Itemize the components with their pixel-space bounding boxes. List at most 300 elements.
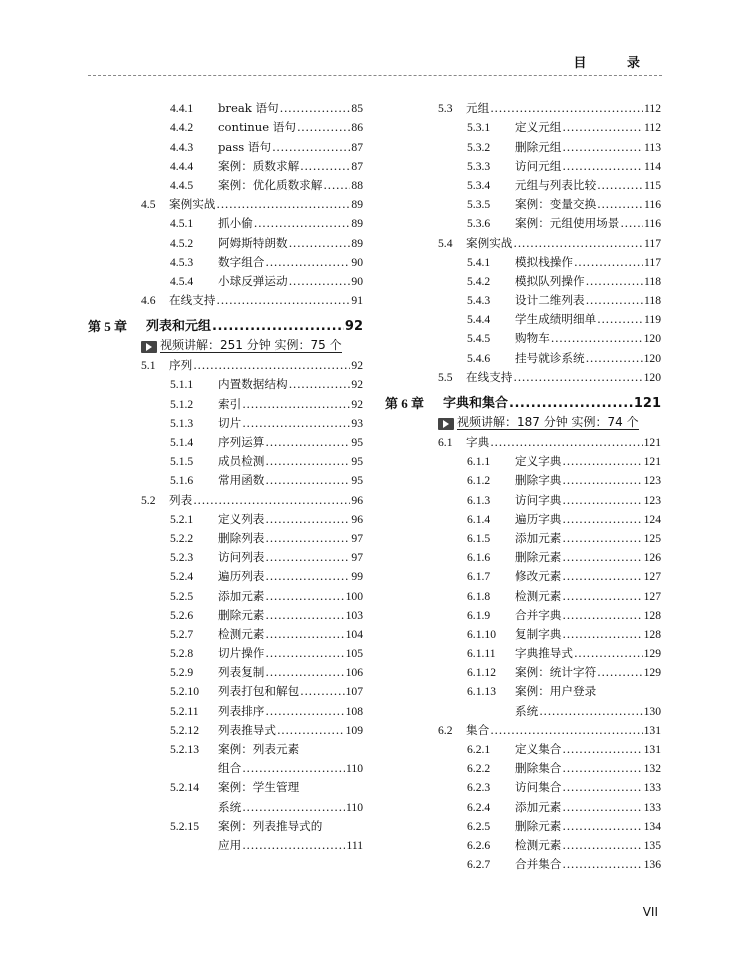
toc-entry-number: 5.4.5	[467, 332, 491, 346]
dot-leader	[490, 436, 642, 449]
toc-entry-title: 切片操作	[218, 646, 265, 661]
toc-subsection-entry[interactable]	[385, 326, 661, 345]
dot-leader	[265, 256, 350, 269]
toc-entry-number: 5.4.1	[467, 255, 491, 269]
toc-entry-number: 5.2	[141, 493, 156, 507]
toc-entry-number: 4.4.4	[170, 159, 194, 173]
toc-entry-number: 5.2.3	[170, 551, 194, 565]
toc-entry-page: 89	[351, 198, 363, 212]
toc-entry-title: 案例实战	[169, 197, 216, 212]
toc-entry-page: 117	[644, 236, 661, 250]
toc-entry-number: 4.5	[141, 198, 156, 212]
toc-subsection-entry[interactable]	[88, 250, 363, 269]
dot-leader	[562, 762, 642, 775]
dot-leader	[562, 858, 642, 871]
toc-entry-title: 索引	[218, 396, 242, 411]
toc-entry-title: 访问元组	[515, 158, 562, 173]
toc-subsection-entry[interactable]	[88, 230, 363, 249]
toc-subsection-entry[interactable]	[88, 468, 363, 487]
toc-subsection-entry[interactable]	[88, 660, 363, 679]
toc-entry-number: 5.2.6	[170, 608, 194, 622]
toc-entry-title: 内置数据结构	[218, 377, 288, 392]
dot-leader	[562, 474, 642, 487]
toc-subsection-entry[interactable]	[385, 852, 661, 871]
toc-entry-page: 85	[351, 102, 363, 116]
dot-leader	[562, 494, 642, 507]
toc-entry-number: 5.4.3	[467, 294, 491, 308]
dot-leader	[242, 417, 350, 430]
toc-entry-number: 5.3	[438, 102, 453, 116]
toc-entry-title: 模拟队列操作	[515, 273, 585, 288]
dot-leader	[562, 820, 642, 833]
toc-entry-title: 定义集合	[515, 742, 562, 756]
toc-entry-title: 模拟栈操作	[515, 254, 573, 269]
toc-entry-page: 89	[351, 236, 363, 250]
toc-entry-page: 126	[643, 551, 661, 565]
toc-entry-page: 121	[643, 436, 661, 449]
toc-entry-number: 5.4	[438, 236, 453, 250]
toc-entry-title: 组合	[218, 761, 242, 776]
toc-entry-title: 合并字典	[515, 607, 562, 622]
toc-entry-title: 删除字典	[515, 473, 562, 488]
toc-entry-number: 5.2.7	[170, 627, 194, 641]
toc-entry-number: 4.5.4	[170, 274, 194, 288]
toc-section-entry[interactable]	[385, 365, 661, 384]
toc-entry-title: 集合	[466, 722, 490, 737]
toc-subsection-entry[interactable]	[88, 698, 363, 717]
toc-entry-page: 123	[643, 474, 661, 488]
toc-entry-number: 6.1.1	[467, 455, 491, 469]
toc-subsection-entry[interactable]	[385, 679, 661, 698]
toc-subsection-entry[interactable]	[88, 718, 363, 737]
toc-entry-number: 5.1.6	[170, 474, 194, 488]
toc-entry-page: 93	[351, 416, 363, 430]
toc-entry-number: 5.4.2	[467, 274, 491, 288]
video-camera-icon	[438, 418, 454, 430]
toc-entry-page: 92	[344, 319, 363, 335]
toc-entry-page: 118	[644, 294, 661, 308]
toc-chapter-entry[interactable]	[88, 307, 363, 336]
toc-subsection-entry[interactable]	[385, 468, 661, 487]
dot-leader	[490, 102, 643, 115]
toc-entry-number: 5.2.12	[170, 723, 199, 737]
toc-entry-page: 134	[643, 819, 661, 833]
toc-entry-number: 5.1.5	[170, 455, 194, 469]
toc-entry-number: 5.1.4	[170, 436, 194, 449]
toc-entry-page: 86	[351, 121, 363, 135]
toc-entry-number: 5.3.6	[467, 217, 491, 231]
toc-entry-page: 113	[644, 140, 661, 154]
toc-subsection-entry[interactable]	[88, 507, 363, 526]
toc-entry-number: 6.1.11	[467, 647, 496, 661]
toc-entry-title: 元组与列表比较	[515, 177, 597, 192]
dot-leader	[597, 313, 643, 326]
toc-entry-number: 5.2.4	[170, 570, 194, 584]
toc-subsection-entry[interactable]	[385, 756, 661, 775]
toc-entry-title: 遍历字典	[515, 511, 562, 526]
toc-entry-number: 5.2.15	[170, 819, 199, 833]
toc-entry-number: 6.2.5	[467, 819, 491, 833]
video-camera-icon	[141, 341, 157, 353]
toc-entry-page: 112	[644, 121, 661, 135]
toc-subsection-entry[interactable]	[88, 583, 363, 602]
toc-entry-page: 131	[643, 723, 661, 737]
toc-section-entry[interactable]	[88, 192, 363, 211]
toc-entry-continuation[interactable]	[88, 756, 363, 775]
toc-subsection-entry[interactable]	[88, 449, 363, 468]
toc-subsection-entry[interactable]	[385, 641, 661, 660]
toc-entry-title: 常用函数	[218, 473, 265, 488]
toc-section-entry[interactable]	[385, 718, 661, 737]
toc-subsection-entry[interactable]	[385, 134, 661, 153]
page-header-title: 目 录	[573, 56, 658, 71]
toc-subsection-entry[interactable]	[385, 507, 661, 526]
toc-entry-number: 6.2.1	[467, 743, 491, 756]
toc-entry-number: 5.2.14	[170, 781, 199, 795]
toc-entry-number: 4.5.3	[170, 255, 194, 269]
toc-subsection-entry[interactable]	[385, 660, 661, 679]
toc-section-entry[interactable]	[385, 96, 661, 115]
dot-leader	[597, 179, 643, 192]
toc-entry-page: 104	[345, 627, 363, 641]
toc-entry-page: 97	[351, 531, 363, 545]
toc-entry-title: break 语句	[218, 101, 279, 116]
toc-entry-page: 90	[351, 274, 363, 288]
toc-entry-title: 案例：元组使用场景	[515, 216, 620, 231]
toc-entry-number: 4.5.1	[170, 217, 194, 231]
toc-entry-page: 127	[643, 589, 661, 603]
dot-leader	[562, 455, 642, 468]
toc-entry-page: 130	[643, 704, 661, 718]
toc-subsection-entry[interactable]	[385, 154, 661, 173]
toc-subsection-entry[interactable]	[88, 526, 363, 545]
dot-leader	[597, 198, 643, 211]
toc-entry-page: 95	[351, 455, 363, 469]
toc-subsection-entry[interactable]	[385, 814, 661, 833]
toc-entry-title: 删除元组	[515, 139, 562, 154]
toc-entry-title: 列表打包和解包	[218, 684, 300, 699]
toc-entry-number: 5.1.3	[170, 416, 194, 430]
toc-column-right	[385, 96, 661, 871]
toc-subsection-entry[interactable]	[88, 173, 363, 192]
toc-subsection-entry[interactable]	[88, 641, 363, 660]
toc-entry-title: 定义字典	[515, 454, 562, 469]
toc-entry-number: 5.2.10	[170, 685, 199, 699]
dot-leader	[265, 474, 350, 487]
toc-subsection-entry[interactable]	[385, 250, 661, 269]
toc-entry-title: 序列运算	[218, 435, 265, 449]
toc-section-entry[interactable]	[88, 353, 363, 372]
dot-leader	[242, 839, 345, 852]
toc-entry-number: 5.3.2	[467, 140, 491, 154]
toc-entry-number: 第 6 章	[385, 395, 425, 411]
dot-leader	[242, 398, 350, 411]
toc-subsection-entry[interactable]	[385, 526, 661, 545]
toc-entry-title: 遍历列表	[218, 569, 265, 584]
toc-entry-title: 定义元组	[515, 120, 562, 135]
toc-entry-number: 5.4.6	[467, 351, 491, 365]
toc-entry-number: 6.1.10	[467, 627, 496, 641]
toc-subsection-entry[interactable]	[385, 192, 661, 211]
toc-entry-title: 复制字典	[515, 626, 562, 641]
dot-leader	[574, 256, 643, 269]
toc-entry-title: 案例：列表推导式的	[218, 818, 323, 833]
toc-entry-page: 117	[644, 255, 661, 269]
dot-leader	[562, 743, 642, 756]
toc-entry-title: 成员检测	[218, 454, 265, 469]
toc-section-entry[interactable]	[385, 230, 661, 249]
toc-subsection-entry[interactable]	[88, 211, 363, 230]
toc-entry-page: 87	[351, 159, 363, 173]
toc-entry-page: 107	[345, 685, 363, 699]
toc-entry-number: 5.2.2	[170, 531, 194, 545]
toc-entry-number: 4.4.3	[170, 140, 194, 154]
toc-subsection-entry[interactable]	[88, 372, 363, 391]
toc-subsection-entry[interactable]	[88, 411, 363, 430]
dot-leader	[265, 436, 350, 449]
toc-entry-title: 系统	[218, 799, 242, 814]
toc-entry-number: 4.6	[141, 294, 156, 308]
toc-entry-number: 5.2.13	[170, 743, 199, 756]
dot-leader	[300, 160, 350, 173]
dot-leader	[323, 179, 350, 192]
toc-entry-page: 129	[643, 647, 661, 661]
toc-entry-page: 116	[644, 198, 661, 212]
toc-subsection-entry[interactable]	[385, 603, 661, 622]
toc-subsection-entry[interactable]	[88, 814, 363, 833]
toc-section-entry[interactable]	[88, 288, 363, 307]
toc-entry-number: 4.5.2	[170, 236, 194, 250]
toc-entry-page: 110	[346, 762, 363, 776]
toc-entry-page: 118	[644, 274, 661, 288]
toc-entry-number: 6.1.5	[467, 531, 491, 545]
dot-leader	[265, 666, 344, 679]
toc-entry-number: 6.1.7	[467, 570, 491, 584]
toc-entry-title: 删除元素	[515, 550, 562, 565]
toc-entry-page: 95	[351, 474, 363, 488]
toc-entry-number: 5.2.5	[170, 589, 194, 603]
dot-leader	[254, 217, 351, 230]
dot-leader	[586, 275, 643, 288]
header-divider	[88, 75, 662, 76]
toc-entry-title: 删除集合	[515, 761, 562, 776]
toc-entry-page: 88	[351, 178, 363, 192]
toc-entry-title: 设计二维列表	[515, 293, 585, 308]
toc-subsection-entry[interactable]	[385, 545, 661, 564]
toc-entry-title: 案例：用户登录	[515, 684, 597, 699]
toc-entry-number: 5.3.1	[467, 121, 491, 135]
dot-leader	[265, 455, 350, 468]
dot-leader	[297, 121, 350, 134]
toc-entry-title: 字典	[466, 435, 490, 449]
dot-leader	[193, 359, 350, 372]
dot-leader	[289, 378, 351, 391]
toc-entry-number: 5.2.8	[170, 647, 194, 661]
toc-entry-number: 5.1	[141, 359, 156, 373]
toc-entry-title: 在线支持	[466, 369, 513, 384]
toc-entry-number: 4.4.5	[170, 178, 194, 192]
toc-entry-page: 120	[643, 332, 661, 346]
toc-entry-number: 6.2.2	[467, 762, 491, 776]
toc-entry-page: 89	[351, 217, 363, 231]
toc-entry-page: 135	[643, 838, 661, 852]
toc-entry-page: 120	[643, 370, 661, 384]
toc-subsection-entry[interactable]	[385, 775, 661, 794]
toc-entry-title: 案例：变量交换	[515, 197, 597, 212]
toc-subsection-entry[interactable]	[88, 603, 363, 622]
toc-subsection-entry[interactable]	[88, 134, 363, 153]
toc-subsection-entry[interactable]	[385, 794, 661, 813]
toc-entry-title: 列表	[169, 492, 193, 507]
toc-entry-page: 96	[351, 512, 363, 526]
toc-entry-title: 案例实战	[466, 235, 513, 250]
dot-leader	[562, 141, 643, 154]
toc-entry-number: 6.1.12	[467, 666, 496, 680]
toc-entry-page: 106	[345, 666, 363, 680]
dot-leader	[620, 217, 643, 230]
toc-entry-title: 抓小偷	[218, 216, 253, 231]
toc-subsection-entry[interactable]	[385, 564, 661, 583]
toc-subsection-entry[interactable]	[385, 833, 661, 852]
toc-subsection-entry[interactable]	[385, 173, 661, 192]
toc-entry-page: 100	[345, 589, 363, 603]
toc-subsection-entry[interactable]	[88, 622, 363, 641]
toc-entry-continuation[interactable]	[88, 833, 363, 852]
toc-subsection-entry[interactable]	[88, 154, 363, 173]
toc-entry-number: 6.1	[438, 436, 453, 449]
toc-entry-number: 5.5	[438, 370, 453, 384]
toc-entry-number: 5.4.4	[467, 313, 491, 327]
toc-subsection-entry[interactable]	[385, 345, 661, 364]
toc-entry-page: 128	[643, 608, 661, 622]
toc-entry-title: 案例：学生管理	[218, 780, 300, 795]
toc-subsection-entry[interactable]	[385, 449, 661, 468]
toc-entry-title: 挂号就诊系统	[515, 350, 585, 365]
toc-entry-number: 6.2.4	[467, 800, 491, 814]
toc-entry-page: 127	[643, 570, 661, 584]
toc-entry-title: 学生成绩明细单	[515, 312, 597, 327]
toc-entry-number: 5.2.9	[170, 666, 194, 680]
dot-leader	[216, 198, 350, 211]
toc-subsection-entry[interactable]	[88, 430, 363, 449]
dot-leader	[562, 121, 643, 134]
toc-subsection-entry[interactable]	[385, 115, 661, 134]
toc-subsection-entry[interactable]	[385, 288, 661, 307]
toc-entry-title: 添加元素	[515, 799, 562, 814]
toc-entry-title: 访问列表	[218, 550, 265, 565]
toc-subsection-entry[interactable]	[385, 307, 661, 326]
toc-subsection-entry[interactable]	[88, 679, 363, 698]
toc-entry-page: 92	[351, 378, 363, 392]
toc-entry-title: 案例：质数求解	[218, 158, 300, 173]
toc-entry-continuation[interactable]	[88, 794, 363, 813]
toc-entry-title: 列表复制	[218, 665, 265, 680]
toc-entry-continuation[interactable]	[385, 698, 661, 717]
dot-leader	[289, 275, 351, 288]
toc-subsection-entry[interactable]	[385, 737, 661, 756]
toc-subsection-entry[interactable]	[88, 391, 363, 410]
toc-entry-title: 序列	[169, 358, 193, 373]
toc-subsection-entry[interactable]	[88, 96, 363, 115]
toc-entry-page: 116	[644, 217, 661, 231]
toc-entry-page: 120	[643, 351, 661, 365]
toc-entry-title: 字典和集合	[443, 395, 509, 411]
toc-entry-title: 阿姆斯特朗数	[218, 235, 288, 250]
toc-entry-number: 5.2.11	[170, 704, 199, 718]
toc-subsection-entry[interactable]	[385, 622, 661, 641]
toc-entry-title: 访问集合	[515, 780, 562, 795]
toc-subsection-entry[interactable]	[385, 487, 661, 506]
toc-entry-number: 5.2.1	[170, 512, 194, 526]
toc-entry-number: 6.2.3	[467, 781, 491, 795]
toc-entry-page: 112	[644, 102, 661, 116]
toc-entry-title: 切片	[218, 415, 242, 430]
toc-subsection-entry[interactable]	[385, 211, 661, 230]
toc-entry-title: 访问字典	[515, 492, 562, 507]
dot-leader	[265, 705, 344, 718]
dot-leader	[265, 590, 344, 603]
toc-chapter-entry[interactable]	[385, 384, 661, 413]
toc-subsection-entry[interactable]	[88, 269, 363, 288]
toc-subsection-entry[interactable]	[88, 564, 363, 583]
dot-leader	[272, 141, 350, 154]
toc-entry-number: 6.1.2	[467, 474, 491, 488]
toc-subsection-entry[interactable]	[385, 583, 661, 602]
toc-entry-page: 105	[345, 647, 363, 661]
toc-entry-page: 92	[351, 397, 363, 411]
toc-section-entry[interactable]	[88, 487, 363, 506]
toc-entry-title: 列表排序	[218, 703, 265, 718]
toc-entry-page: 110	[346, 800, 363, 814]
toc-entry-number: 6.1.8	[467, 589, 491, 603]
dot-leader	[265, 628, 344, 641]
toc-entry-page: 121	[643, 455, 661, 469]
toc-entry-page: 97	[351, 551, 363, 565]
dot-leader	[265, 609, 344, 622]
video-info-text: 视频讲解：187 分钟 实例：74 个	[457, 414, 639, 429]
page-number: VII	[642, 905, 658, 919]
dot-leader	[265, 513, 350, 526]
toc-entry-title: 数字组合	[218, 254, 265, 269]
toc-entry-page: 91	[351, 294, 363, 308]
dot-leader	[562, 532, 642, 545]
dot-leader	[216, 294, 350, 307]
toc-entry-page: 114	[644, 159, 661, 173]
dot-leader	[265, 551, 350, 564]
toc-section-entry[interactable]	[385, 430, 661, 449]
toc-subsection-entry[interactable]	[385, 269, 661, 288]
dot-leader	[277, 724, 345, 737]
dot-leader	[551, 332, 643, 345]
dot-leader	[562, 160, 643, 173]
toc-subsection-entry[interactable]	[88, 775, 363, 794]
toc-subsection-entry[interactable]	[88, 115, 363, 134]
toc-entry-page: 133	[643, 800, 661, 814]
toc-entry-title: 字典推导式	[515, 646, 573, 661]
dot-leader	[539, 705, 642, 718]
toc-entry-title: 添加元素	[515, 530, 562, 545]
dot-leader	[562, 609, 642, 622]
dot-leader	[242, 762, 345, 775]
dot-leader	[562, 513, 642, 526]
toc-entry-number: 6.2.6	[467, 838, 491, 852]
dot-leader	[513, 371, 642, 384]
video-info-row	[385, 413, 661, 430]
toc-subsection-entry[interactable]	[88, 545, 363, 564]
toc-entry-title: 案例：列表元素	[218, 742, 300, 756]
toc-entry-page: 103	[345, 608, 363, 622]
toc-subsection-entry[interactable]	[88, 737, 363, 756]
